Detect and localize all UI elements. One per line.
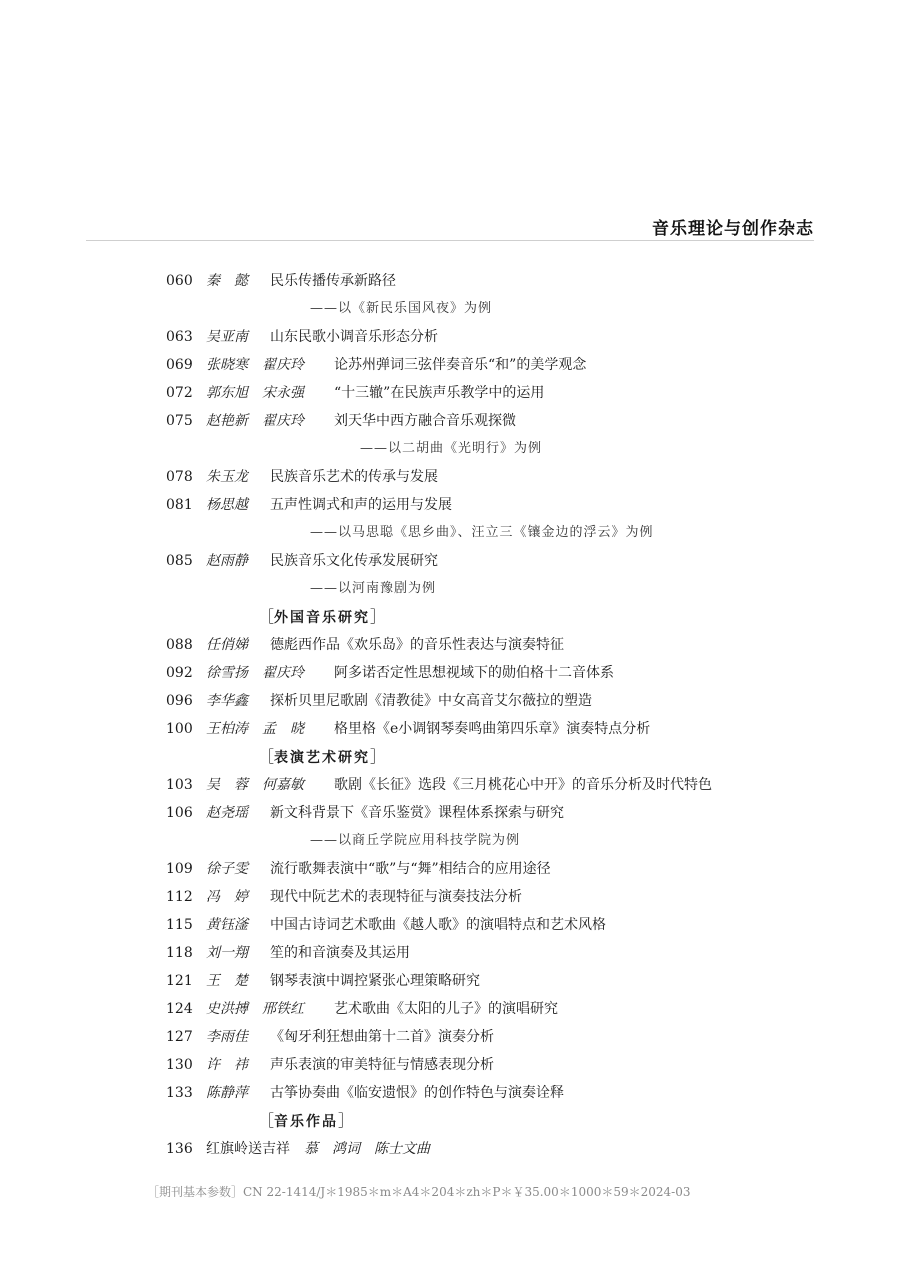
toc-entry[interactable] bbox=[0, 1051, 900, 1079]
toc-subtitle-row bbox=[0, 575, 900, 603]
article-title[interactable]: 刘天华中西方融合音乐观探微 bbox=[334, 413, 516, 429]
page-number: 121 bbox=[166, 973, 193, 989]
article-title[interactable]: “十三辙”在民族声乐教学中的运用 bbox=[334, 385, 545, 401]
author-name: 孟 晓 bbox=[262, 721, 304, 737]
article-title[interactable]: 《匈牙利狂想曲第十二首》演奏分析 bbox=[270, 1029, 494, 1045]
author-names bbox=[206, 379, 318, 407]
page-number: 118 bbox=[166, 945, 193, 961]
page-number: 085 bbox=[166, 553, 193, 569]
article-title[interactable]: 新文科背景下《音乐鉴赏》课程体系探索与研究 bbox=[270, 805, 564, 821]
author-name: 王 楚 bbox=[206, 973, 248, 989]
toc-subtitle-row bbox=[0, 827, 900, 855]
toc-entry[interactable] bbox=[0, 771, 900, 799]
author-names bbox=[206, 715, 318, 743]
page-number: 136 bbox=[166, 1141, 193, 1157]
toc-entry[interactable] bbox=[0, 855, 900, 883]
author-name: 赵艳新 bbox=[206, 413, 248, 429]
toc-entry[interactable] bbox=[0, 631, 900, 659]
toc-entry[interactable] bbox=[0, 379, 900, 407]
right-bracket: ］ bbox=[370, 607, 387, 626]
article-title[interactable]: 山东民歌小调音乐形态分析 bbox=[270, 329, 438, 345]
author-name: 徐雪扬 bbox=[206, 665, 248, 681]
composition-title: 红旗岭送吉祥 bbox=[206, 1141, 290, 1157]
author-names bbox=[206, 1079, 262, 1107]
page-number: 103 bbox=[166, 777, 193, 793]
section-label: 音乐作品 bbox=[274, 1114, 339, 1130]
author-name: 邢铁红 bbox=[262, 1001, 304, 1017]
article-title[interactable]: 民族音乐艺术的传承与发展 bbox=[270, 469, 438, 485]
page-number: 063 bbox=[166, 329, 193, 345]
author-name: 朱玉龙 bbox=[206, 469, 248, 485]
author-names bbox=[206, 967, 262, 995]
author-name: 赵尧瑶 bbox=[206, 805, 248, 821]
author-name: 何嘉敏 bbox=[262, 777, 304, 793]
toc-entry[interactable] bbox=[0, 1079, 900, 1107]
author-name: 许 祎 bbox=[206, 1057, 248, 1073]
author-names bbox=[206, 547, 262, 575]
page-number: 075 bbox=[166, 413, 193, 429]
article-title[interactable]: 流行歌舞表演中“歌”与“舞”相结合的应用途径 bbox=[270, 861, 551, 877]
author-names bbox=[206, 463, 262, 491]
toc-entry[interactable] bbox=[0, 1135, 900, 1163]
author-name: 宋永强 bbox=[262, 385, 304, 401]
section-heading-row bbox=[0, 743, 900, 771]
page-number: 109 bbox=[166, 861, 193, 877]
author-names bbox=[206, 883, 262, 911]
toc-entry[interactable] bbox=[0, 463, 900, 491]
section-heading bbox=[258, 603, 386, 632]
toc-entry[interactable] bbox=[0, 267, 900, 295]
article-title[interactable]: 钢琴表演中调控紧张心理策略研究 bbox=[270, 973, 480, 989]
author-names bbox=[206, 491, 262, 519]
article-title[interactable]: 声乐表演的审美特征与情感表现分析 bbox=[270, 1057, 494, 1073]
author-names bbox=[206, 939, 262, 967]
page-number: 130 bbox=[166, 1057, 193, 1073]
left-bracket: ［ bbox=[258, 607, 275, 626]
author-name: 王柏涛 bbox=[206, 721, 248, 737]
page-number: 127 bbox=[166, 1029, 193, 1045]
left-bracket: ［ bbox=[258, 1111, 275, 1130]
toc-subtitle-row bbox=[0, 295, 900, 323]
author-name: 任俏娣 bbox=[206, 637, 248, 653]
section-heading bbox=[258, 1107, 354, 1136]
toc-subtitle-row bbox=[0, 519, 900, 547]
article-title[interactable]: 民乐传播传承新路径 bbox=[270, 273, 396, 289]
toc-subtitle-row bbox=[0, 435, 900, 463]
right-bracket: ］ bbox=[370, 747, 387, 766]
toc-entry[interactable] bbox=[0, 407, 900, 435]
toc-entry[interactable] bbox=[0, 547, 900, 575]
author-name: 李华鑫 bbox=[206, 693, 248, 709]
page-number: 133 bbox=[166, 1085, 193, 1101]
author-name: 吴亚南 bbox=[206, 329, 248, 345]
author-name: 翟庆玲 bbox=[262, 413, 304, 429]
author-name: 陈静萍 bbox=[206, 1085, 248, 1101]
article-title[interactable]: 古筝协奏曲《临安遗恨》的创作特色与演奏诠释 bbox=[270, 1085, 564, 1101]
page-number: 112 bbox=[166, 889, 193, 905]
page-number: 081 bbox=[166, 497, 193, 513]
article-title[interactable]: 现代中阮艺术的表现特征与演奏技法分析 bbox=[270, 889, 522, 905]
article-title[interactable]: 五声性调式和声的运用与发展 bbox=[270, 497, 452, 513]
toc-entry[interactable] bbox=[0, 687, 900, 715]
section-label: 表演艺术研究 bbox=[274, 750, 371, 766]
author-names bbox=[206, 267, 262, 295]
page-number: 115 bbox=[166, 917, 193, 933]
author-name: 刘一翔 bbox=[206, 945, 248, 961]
composition-credit: 慕 鸿词 bbox=[304, 1141, 360, 1157]
right-bracket: ］ bbox=[338, 1111, 355, 1130]
author-name: 杨思越 bbox=[206, 497, 248, 513]
author-name: 吴 蓉 bbox=[206, 777, 248, 793]
author-name: 徐子雯 bbox=[206, 861, 248, 877]
author-names bbox=[206, 407, 318, 435]
section-heading-row bbox=[0, 1107, 900, 1135]
left-bracket: ［ bbox=[258, 747, 275, 766]
author-names bbox=[206, 687, 262, 715]
page-number: 088 bbox=[166, 637, 193, 653]
section-label: 外国音乐研究 bbox=[274, 610, 371, 626]
author-name: 冯 婷 bbox=[206, 889, 248, 905]
composition-entry bbox=[206, 1135, 430, 1163]
article-subtitle: ——以商丘学院应用科技学院为例 bbox=[310, 833, 521, 848]
toc-entry[interactable] bbox=[0, 799, 900, 827]
toc-entry[interactable] bbox=[0, 1023, 900, 1051]
author-name: 郭东旭 bbox=[206, 385, 248, 401]
article-title[interactable]: 中国古诗词艺术歌曲《越人歌》的演唱特点和艺术风格 bbox=[270, 917, 606, 933]
author-name: 张晓寒 bbox=[206, 357, 248, 373]
author-name: 黄钰滏 bbox=[206, 917, 248, 933]
author-names bbox=[206, 659, 318, 687]
author-name: 翟庆玲 bbox=[262, 357, 304, 373]
article-title[interactable]: 德彪西作品《欢乐岛》的音乐性表达与演奏特征 bbox=[270, 637, 564, 653]
toc-entry[interactable] bbox=[0, 911, 900, 939]
journal-parameters-footer: ［期刊基本参数］CN 22-1414/J＊1985＊m＊A4＊204＊zh＊P＊￥35.00＊1000＊59＊2024-03 bbox=[147, 1185, 691, 1199]
author-names bbox=[206, 1051, 262, 1079]
article-title[interactable]: 笙的和音演奏及其运用 bbox=[270, 945, 410, 961]
article-subtitle: ——以二胡曲《光明行》为例 bbox=[360, 441, 543, 456]
page-number: 092 bbox=[166, 665, 193, 681]
article-subtitle: ——以马思聪《思乡曲》、汪立三《镶金边的浮云》为例 bbox=[310, 525, 654, 540]
toc-entry[interactable] bbox=[0, 967, 900, 995]
author-names bbox=[206, 855, 262, 883]
toc-entry[interactable] bbox=[0, 715, 900, 743]
section-heading-row bbox=[0, 603, 900, 631]
page-number: 124 bbox=[166, 1001, 193, 1017]
page-number: 072 bbox=[166, 385, 193, 401]
page-number: 106 bbox=[166, 805, 193, 821]
author-names bbox=[206, 911, 262, 939]
article-subtitle: ——以《新民乐国风夜》为例 bbox=[310, 301, 493, 316]
toc-entry[interactable] bbox=[0, 939, 900, 967]
toc-entry[interactable] bbox=[0, 659, 900, 687]
author-names bbox=[206, 799, 262, 827]
author-names bbox=[206, 323, 262, 351]
author-names bbox=[206, 631, 262, 659]
page-number: 100 bbox=[166, 721, 193, 737]
header-rule bbox=[86, 240, 814, 241]
section-heading bbox=[258, 743, 386, 772]
author-name: 翟庆玲 bbox=[262, 665, 304, 681]
author-name: 史洪搏 bbox=[206, 1001, 248, 1017]
author-names bbox=[206, 995, 318, 1023]
article-title[interactable]: 艺术歌曲《太阳的儿子》的演唱研究 bbox=[334, 1001, 558, 1017]
article-title[interactable]: 阿多诺否定性思想视域下的勋伯格十二音体系 bbox=[334, 665, 614, 681]
author-names bbox=[206, 771, 318, 799]
toc-entry[interactable] bbox=[0, 995, 900, 1023]
article-title[interactable]: 歌剧《长征》选段《三月桃花心中开》的音乐分析及时代特色 bbox=[334, 777, 712, 793]
article-title[interactable]: 论苏州弹词三弦伴奏音乐“和”的美学观念 bbox=[334, 357, 587, 373]
toc-entry[interactable] bbox=[0, 351, 900, 379]
toc-entry[interactable] bbox=[0, 883, 900, 911]
composition-credit: 陈士文曲 bbox=[374, 1141, 430, 1157]
author-name: 秦 懿 bbox=[206, 273, 248, 289]
toc-entry[interactable] bbox=[0, 491, 900, 519]
article-title[interactable]: 探析贝里尼歌剧《清教徒》中女高音艾尔薇拉的塑造 bbox=[270, 693, 592, 709]
article-subtitle: ——以河南豫剧为例 bbox=[310, 581, 437, 596]
author-names bbox=[206, 1023, 262, 1051]
author-names bbox=[206, 351, 318, 379]
article-title[interactable]: 格里格《e小调钢琴奏鸣曲第四乐章》演奏特点分析 bbox=[334, 721, 651, 737]
author-name: 赵雨静 bbox=[206, 553, 248, 569]
toc-entry[interactable] bbox=[0, 323, 900, 351]
journal-title: 音乐理论与创作杂志 bbox=[652, 219, 814, 239]
page-number: 096 bbox=[166, 693, 193, 709]
article-title[interactable]: 民族音乐文化传承发展研究 bbox=[270, 553, 438, 569]
page-number: 069 bbox=[166, 357, 193, 373]
page-number: 078 bbox=[166, 469, 193, 485]
page-number: 060 bbox=[166, 273, 193, 289]
author-name: 李雨佳 bbox=[206, 1029, 248, 1045]
table-of-contents bbox=[0, 267, 900, 1163]
